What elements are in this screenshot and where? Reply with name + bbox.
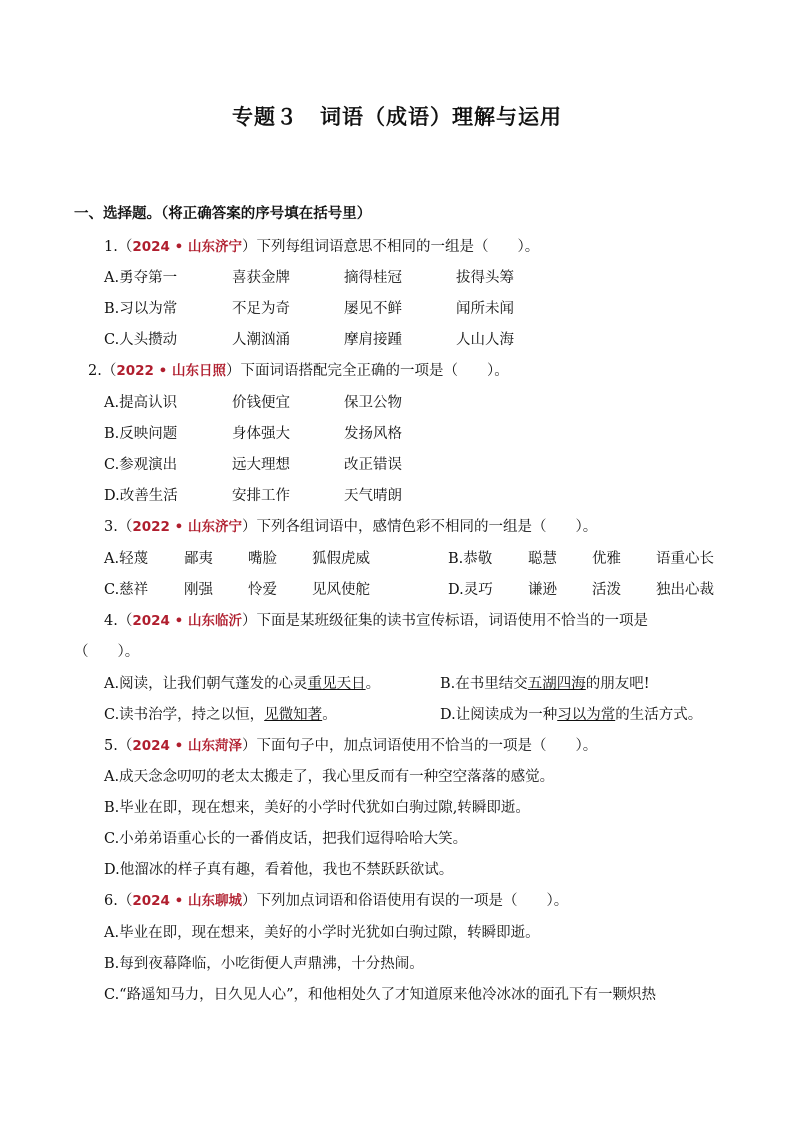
question-stem: ）下面句子中，加点词语使用不恰当的一项是（ ）。	[241, 738, 598, 754]
question-source: 2024 • 山东临沂	[132, 613, 242, 629]
option-word: 谦逊	[528, 582, 557, 598]
option-text: D.让阅读成为一种	[440, 707, 558, 723]
question-stem: ）下列每组词语意思不相同的一组是（ ）。	[241, 239, 540, 255]
option-word: 活泼	[592, 582, 621, 598]
option-text: B.在书里结交	[440, 676, 528, 692]
option-b: B.毕业在即，现在想来，美好的小学时代犹如白驹过隙,转瞬即逝。	[104, 800, 530, 816]
option-word: 聪慧	[528, 551, 557, 567]
underlined-word: 重见天日	[307, 676, 366, 692]
option-word: 拔得头筹	[456, 270, 514, 286]
option-text: 的朋友吧!	[585, 676, 650, 692]
question-5	[104, 735, 597, 757]
option-c: C.“路遥知马力，日久见人心”，和他相处久了才知道原来他冷冰冰的面孔下有一颗炽热	[104, 987, 657, 1003]
option-word: 见风使舵	[312, 582, 370, 598]
option-text: A.阅读，让我们朝气蓬发的心灵	[104, 676, 308, 692]
option-word: 远大理想	[232, 457, 290, 473]
question-stem: ）下列各组词语中，感情色彩不相同的一组是（ ）。	[241, 519, 598, 535]
question-3	[104, 516, 597, 538]
question-number: 6.（	[104, 893, 133, 909]
question-source: 2022 • 山东日照	[116, 363, 226, 379]
option-word: A.提高认识	[104, 395, 178, 411]
option-text: 的生活方式。	[615, 707, 703, 723]
question-number: 1.（	[104, 239, 133, 255]
option-word: A.勇夺第一	[104, 270, 178, 286]
option-word: 摘得桂冠	[344, 270, 402, 286]
question-source: 2022 • 山东济宁	[132, 519, 242, 535]
option-word: 喜获金牌	[232, 270, 290, 286]
option-word: B.反映问题	[104, 426, 178, 442]
option-word: 独出心裁	[656, 582, 714, 598]
option-text: 。	[322, 707, 337, 723]
question-number: 3.（	[104, 519, 133, 535]
question-number: 5.（	[104, 738, 133, 754]
option-word: 鄙夷	[184, 551, 213, 567]
question-continuation: （ ）。	[74, 644, 140, 660]
option-word: 人潮汹涌	[232, 332, 290, 348]
section-heading: 一、选择题。（将正确答案的序号填在括号里）	[74, 205, 372, 222]
question-6	[104, 890, 568, 912]
option-word: 狐假虎威	[312, 551, 370, 567]
question-source: 2024 • 山东菏泽	[132, 738, 242, 754]
question-number: 4.（	[104, 613, 133, 629]
option-c: C.小弟弟语重心长的一番俏皮话，把我们逗得哈哈大笑。	[104, 831, 468, 847]
question-source: 2024 • 山东济宁	[132, 239, 242, 255]
option-word: 发扬风格	[344, 426, 402, 442]
option-word: 嘴脸	[248, 551, 277, 567]
question-number: 2.（	[88, 363, 117, 379]
option-c	[104, 704, 337, 726]
underlined-word: 五湖四海	[527, 676, 586, 692]
option-text: 。	[365, 676, 381, 692]
option-word: 摩肩接踵	[344, 332, 402, 348]
option-word: 身体强大	[232, 426, 290, 442]
option-a: A.成天念念叨叨的老太太搬走了，我心里反而有一种空空落落的感觉。	[104, 769, 555, 785]
option-word: C.参观演出	[104, 457, 178, 473]
question-source: 2024 • 山东聊城	[132, 893, 242, 909]
option-word: 人山人海	[456, 332, 514, 348]
page-title: 专题３ 词语（成语）理解与运用	[232, 105, 562, 129]
option-word: C.人头攒动	[104, 332, 178, 348]
option-word: 价钱便宜	[232, 395, 290, 411]
option-word: 屡见不鲜	[344, 301, 402, 317]
option-word: 刚强	[184, 582, 213, 598]
option-word: 保卫公物	[344, 395, 402, 411]
option-d: D.他溜冰的样子真有趣，看着他，我也不禁跃跃欲试。	[104, 862, 454, 878]
option-word: 闻所未闻	[456, 301, 514, 317]
option-word: 改正错误	[344, 457, 402, 473]
option-word: 优雅	[592, 551, 621, 567]
question-1	[104, 236, 539, 258]
option-word: 语重心长	[656, 551, 714, 567]
option-a: A.毕业在即，现在想来，美好的小学时光犹如白驹过隙，转瞬即逝。	[104, 925, 540, 941]
option-text: C.读书治学，持之以恒，	[104, 707, 265, 723]
question-stem: ）下面词语搭配完全正确的一项是（ ）。	[225, 363, 509, 379]
question-stem: ）下面是某班级征集的读书宣传标语，词语使用不恰当的一项是	[241, 613, 648, 629]
option-word: A.轻蔑	[104, 551, 149, 567]
underlined-word: 见微知著	[264, 707, 323, 723]
option-word: B.习以为常	[104, 301, 178, 317]
option-d	[440, 704, 702, 726]
option-word: 天气晴朗	[344, 488, 402, 504]
question-4	[104, 610, 648, 632]
option-word: D.灵巧	[448, 582, 493, 598]
option-word: 怜爱	[248, 582, 277, 598]
option-a	[104, 673, 380, 695]
option-word: C.慈祥	[104, 582, 149, 598]
option-word: 不足为奇	[232, 301, 290, 317]
option-b: B.每到夜幕降临，小吃街便人声鼎沸，十分热闹。	[104, 956, 424, 972]
question-2	[88, 360, 509, 382]
option-word: 安排工作	[232, 488, 290, 504]
question-stem: ）下列加点词语和俗语使用有误的一项是（ ）。	[241, 893, 569, 909]
option-word: B.恭敬	[448, 551, 493, 567]
option-b	[440, 673, 650, 695]
underlined-word: 习以为常	[557, 707, 616, 723]
option-word: D.改善生活	[104, 488, 178, 504]
